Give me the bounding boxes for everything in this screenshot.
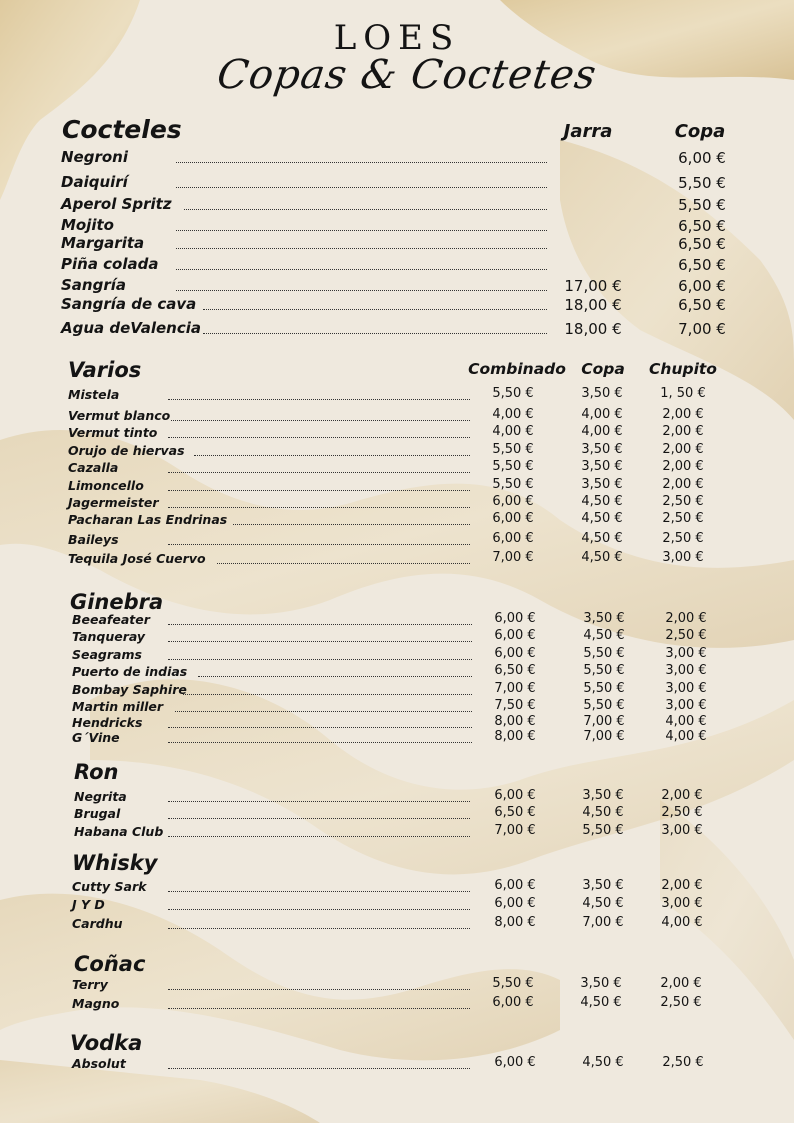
item-name: J Y D: [72, 896, 105, 912]
item-price: 2,00 €: [662, 442, 704, 457]
dot-leader: [176, 187, 547, 188]
item-price: 4,50 €: [582, 805, 624, 820]
item-name: Vermut tinto: [68, 424, 158, 440]
item-price: 2,50 €: [662, 494, 704, 509]
item-price: 6,00 €: [678, 277, 726, 295]
item-price: 6,00 €: [494, 628, 536, 643]
section-title: Coñac: [74, 952, 146, 976]
item-price: 4,50 €: [582, 1055, 624, 1070]
item-name: Orujo de hiervas: [68, 442, 185, 458]
dot-leader: [168, 891, 470, 892]
item-name: Sangría: [61, 276, 127, 295]
dot-leader: [184, 209, 547, 210]
item-price: 6,00 €: [494, 878, 536, 893]
item-price: 7,00 €: [494, 681, 536, 696]
item-price: 2,00 €: [662, 407, 704, 422]
item-price: 3,00 €: [662, 550, 704, 565]
dot-leader: [168, 659, 472, 660]
item-name: Absolut: [72, 1055, 126, 1071]
item-price: 4,50 €: [581, 494, 623, 509]
item-price: 4,50 €: [581, 531, 623, 546]
item-price: 5,50 €: [583, 646, 625, 661]
dot-leader: [168, 742, 472, 743]
section-title: Cocteles: [62, 115, 182, 144]
item-name: Daiquirí: [61, 173, 128, 192]
item-price: 6,00 €: [492, 995, 534, 1010]
dot-leader: [168, 437, 470, 438]
dot-leader: [168, 544, 470, 545]
item-price: 5,50 €: [492, 477, 534, 492]
menu-subtitle: Copas & Coctetes: [214, 52, 600, 98]
item-price: 4,00 €: [665, 714, 707, 729]
item-price: 6,50 €: [678, 296, 726, 314]
dot-leader: [203, 333, 548, 334]
item-price: 2,00 €: [662, 424, 704, 439]
dot-leader: [168, 641, 472, 642]
item-price: 4,50 €: [580, 995, 622, 1010]
item-name: Magno: [72, 995, 120, 1011]
item-price: 7,00 €: [583, 714, 625, 729]
item-price: 7,00 €: [678, 320, 726, 338]
section-title: Ron: [74, 760, 119, 784]
dot-leader: [176, 230, 547, 231]
dot-leader: [233, 524, 470, 525]
item-name: Mistela: [68, 386, 120, 402]
item-price: 2,50 €: [660, 995, 702, 1010]
item-price: 3,50 €: [581, 477, 623, 492]
item-name: Beeafeater: [72, 611, 150, 627]
dot-leader: [168, 1068, 470, 1069]
section-title: Varios: [68, 358, 142, 382]
dot-leader: [168, 989, 470, 990]
item-price: 6,00 €: [494, 1055, 536, 1070]
dot-leader: [176, 290, 547, 291]
item-price: 2,50 €: [662, 1055, 704, 1070]
item-price: 3,50 €: [581, 386, 623, 401]
item-price: 5,50 €: [582, 823, 624, 838]
dot-leader: [168, 399, 470, 400]
dot-leader: [168, 1008, 470, 1009]
item-price: 4,00 €: [665, 729, 707, 744]
item-price: 5,50 €: [492, 976, 534, 991]
column-header: Copa: [674, 121, 726, 142]
dot-leader: [176, 248, 547, 249]
section-title: Vodka: [70, 1031, 143, 1055]
item-price: 3,50 €: [582, 788, 624, 803]
item-name: Cutty Sark: [72, 878, 147, 894]
item-price: 5,50 €: [492, 459, 534, 474]
dot-leader: [168, 818, 470, 819]
item-price: 6,00 €: [494, 788, 536, 803]
column-header: Chupito: [649, 360, 717, 378]
item-price: 2,00 €: [662, 477, 704, 492]
item-price: 7,00 €: [583, 729, 625, 744]
item-price: 3,50 €: [583, 611, 625, 626]
column-header: Jarra: [563, 121, 613, 142]
item-price: 7,00 €: [492, 550, 534, 565]
item-price: 3,00 €: [665, 681, 707, 696]
dot-leader: [198, 676, 472, 677]
item-price: 5,50 €: [492, 386, 534, 401]
item-name: Margarita: [61, 234, 145, 253]
item-name: Bombay Saphire: [72, 681, 187, 697]
section-title: Ginebra: [70, 590, 164, 614]
item-price: 4,50 €: [581, 511, 623, 526]
column-header: Copa: [581, 360, 625, 378]
item-price: 18,00 €: [564, 296, 622, 314]
item-name: Tanqueray: [72, 628, 146, 644]
dot-leader: [168, 507, 470, 508]
item-price: 3,50 €: [581, 459, 623, 474]
item-price: 6,00 €: [494, 646, 536, 661]
item-price: 6,50 €: [494, 805, 536, 820]
dot-leader: [203, 309, 548, 310]
item-name: Cardhu: [72, 915, 123, 931]
dot-leader: [168, 801, 470, 802]
item-price: 6,50 €: [678, 235, 726, 253]
item-name: Negrita: [74, 788, 127, 804]
item-price: 4,00 €: [492, 424, 534, 439]
item-price: 17,00 €: [564, 277, 622, 295]
item-price: 4,00 €: [492, 407, 534, 422]
item-price: 5,50 €: [583, 663, 625, 678]
item-name: Puerto de indias: [72, 663, 188, 679]
item-price: 3,50 €: [581, 442, 623, 457]
item-price: 6,00 €: [494, 896, 536, 911]
dot-leader: [171, 420, 470, 421]
item-price: 5,50 €: [678, 174, 726, 192]
item-price: 6,00 €: [492, 511, 534, 526]
item-price: 7,00 €: [582, 915, 624, 930]
item-name: Vermut blanco: [68, 407, 171, 423]
item-name: Mojito: [61, 216, 114, 235]
section-title: Whisky: [72, 851, 158, 875]
dot-leader: [168, 472, 470, 473]
item-name: Habana Club: [74, 823, 164, 839]
item-name: Baileys: [68, 531, 119, 547]
item-price: 2,00 €: [661, 878, 703, 893]
item-name: Cazalla: [68, 459, 119, 475]
item-price: 18,00 €: [564, 320, 622, 338]
item-name: Hendricks: [72, 714, 143, 730]
item-name: Brugal: [74, 805, 121, 821]
item-name: Aperol Spritz: [61, 195, 172, 214]
item-price: 4,00 €: [661, 915, 703, 930]
item-price: 2,00 €: [660, 976, 702, 991]
dot-leader: [217, 563, 470, 564]
item-name: Agua deValencia: [61, 319, 201, 338]
item-name: Negroni: [61, 148, 128, 167]
item-price: 2,50 €: [665, 628, 707, 643]
item-price: 4,00 €: [581, 407, 623, 422]
item-price: 6,50 €: [494, 663, 536, 678]
item-price: 5,50 €: [492, 442, 534, 457]
item-name: G´Vine: [72, 729, 120, 745]
column-header: Combinado: [468, 360, 566, 378]
dot-leader: [168, 909, 470, 910]
item-price: 4,50 €: [582, 896, 624, 911]
item-price: 6,00 €: [492, 494, 534, 509]
item-price: 5,50 €: [678, 196, 726, 214]
dot-leader: [176, 162, 547, 163]
item-price: 2,50 €: [662, 531, 704, 546]
item-price: 3,00 €: [665, 646, 707, 661]
item-price: 2,00 €: [662, 459, 704, 474]
dot-leader: [168, 624, 472, 625]
dot-leader: [194, 455, 470, 456]
dot-leader: [183, 694, 473, 695]
item-name: Pacharan Las Endrinas: [68, 511, 228, 527]
item-name: Seagrams: [72, 646, 142, 662]
dot-leader: [168, 928, 470, 929]
item-price: 8,00 €: [494, 915, 536, 930]
dot-leader: [168, 490, 470, 491]
item-price: 2,50 €: [662, 511, 704, 526]
brand-title: LOES: [333, 18, 461, 58]
item-name: Tequila José Cuervo: [68, 550, 206, 566]
item-price: 4,50 €: [581, 550, 623, 565]
item-price: 4,50 €: [583, 628, 625, 643]
item-price: 8,00 €: [494, 729, 536, 744]
item-price: 4,00 €: [581, 424, 623, 439]
item-name: Terry: [72, 976, 108, 992]
dot-leader: [175, 711, 472, 712]
item-price: 3,00 €: [661, 823, 703, 838]
item-price: 6,00 €: [492, 531, 534, 546]
item-price: 7,50 €: [494, 698, 536, 713]
item-price: 5,50 €: [583, 698, 625, 713]
item-price: 3,00 €: [661, 896, 703, 911]
item-price: 6,50 €: [678, 256, 726, 274]
item-name: Sangría de cava: [61, 295, 197, 314]
item-price: 2,00 €: [661, 788, 703, 803]
item-price: 6,00 €: [678, 149, 726, 167]
item-price: 3,50 €: [580, 976, 622, 991]
item-price: 2,50 €: [661, 805, 703, 820]
item-name: Martin miller: [72, 698, 164, 714]
item-name: Jagermeister: [68, 494, 159, 510]
item-price: 8,00 €: [494, 714, 536, 729]
item-price: 3,50 €: [582, 878, 624, 893]
item-price: 6,50 €: [678, 217, 726, 235]
item-price: 2,00 €: [665, 611, 707, 626]
item-price: 5,50 €: [583, 681, 625, 696]
item-price: 7,00 €: [494, 823, 536, 838]
item-price: 1, 50 €: [660, 386, 706, 401]
dot-leader: [176, 269, 547, 270]
item-name: Limoncello: [68, 477, 144, 493]
item-price: 3,00 €: [665, 663, 707, 678]
item-name: Piña colada: [61, 255, 159, 274]
dot-leader: [168, 727, 472, 728]
item-price: 3,00 €: [665, 698, 707, 713]
dot-leader: [168, 836, 470, 837]
item-price: 6,00 €: [494, 611, 536, 626]
